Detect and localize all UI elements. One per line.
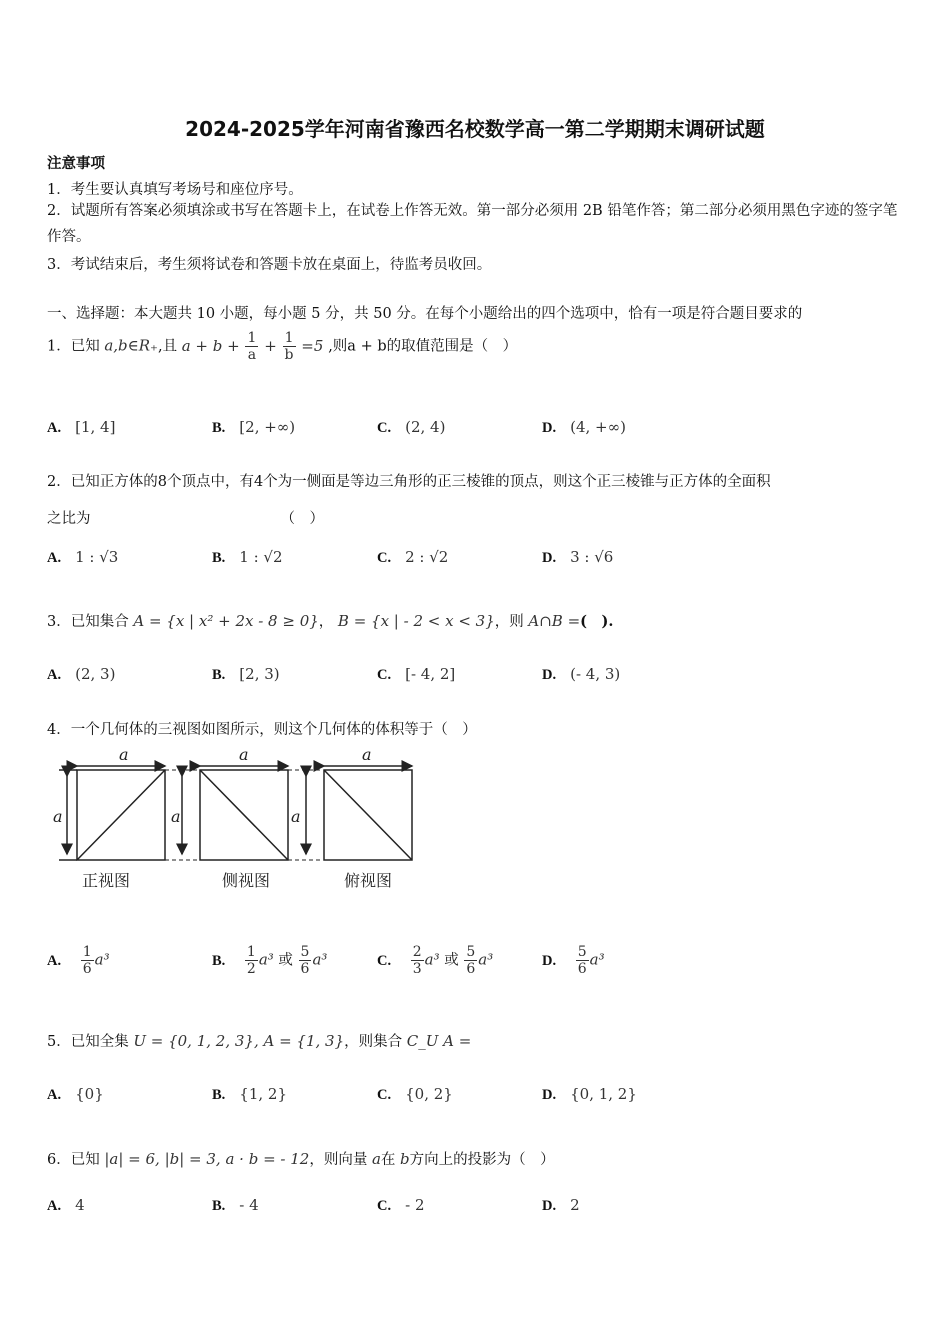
label-top-view: 俯视图 bbox=[344, 871, 393, 890]
front-side-a: a bbox=[53, 807, 63, 826]
q1-option-c[interactable]: C. (2, 4) bbox=[377, 418, 446, 436]
q4-option-c[interactable]: C. $\frac{2}{3}$ a³ 或 $\frac{5}{6}$ a³ bbox=[377, 944, 494, 977]
q1-equation: a + b + $\frac{1}{a}$ + $\frac{1}{b}$ =5 bbox=[181, 330, 324, 363]
q2-option-c[interactable]: C. 2 : √2 bbox=[377, 548, 449, 566]
notice-item-2: 2．试题所有答案必须填涂或书写在答题卡上，在试卷上作答无效。第一部分必须用 2B 铅笔作答；第二部分必须用黑色字迹的签字笔作答。 bbox=[47, 203, 898, 245]
top-view bbox=[306, 766, 412, 860]
q5-option-c[interactable]: C. {0, 2} bbox=[377, 1085, 453, 1103]
q4-option-d[interactable]: D. $\frac{5}{6}$ a³ bbox=[542, 944, 605, 977]
q1-option-a[interactable]: A. [1, 4] bbox=[47, 418, 116, 436]
question-5: 5．已知全集 U = {0, 1, 2, 3}, A = {1, 3}，则集合 C_U A = bbox=[47, 1032, 472, 1050]
q6-option-a[interactable]: A. 4 bbox=[47, 1196, 85, 1214]
question-1: 1．已知 a,b∈R₊,且 a + b + $\frac{1}{a}$ + $\frac{1}{b}$ =5 ,则a + b的取值范围是（ ） bbox=[47, 330, 518, 363]
label-side-view: 侧视图 bbox=[222, 871, 271, 890]
label-front-view: 正视图 bbox=[82, 871, 131, 890]
q3-option-b[interactable]: B. [2, 3) bbox=[212, 665, 280, 683]
q4-option-b[interactable]: B. $\frac{1}{2}$ a³ 或 $\frac{5}{6}$ a³ bbox=[212, 944, 328, 977]
question-6: 6．已知 |a| = 6, |b| = 3, a · b = - 12，则向量 a在 b方向上的投影为（ ） bbox=[47, 1150, 555, 1168]
top-side-a: a bbox=[291, 807, 301, 826]
page-title: 2024-2025学年河南省豫西名校数学高一第二学期期末调研试题 bbox=[185, 117, 765, 141]
front-view bbox=[59, 766, 165, 860]
question-4: 4．一个几何体的三视图如图所示，则这个几何体的体积等于（ ） bbox=[47, 722, 477, 738]
notice-heading: 注意事项 bbox=[47, 155, 105, 172]
front-top-a: a bbox=[119, 745, 129, 764]
q1-condition: a,b∈R₊ bbox=[104, 336, 158, 355]
question-2-line-1: 2．已知正方体的8个顶点中，有4个为一侧面是等边三角形的正三棱锥的顶点，则这个正三棱锥与正方体的全面积 bbox=[47, 474, 771, 490]
q3-option-a[interactable]: A. (2, 3) bbox=[47, 665, 116, 683]
q4-option-a[interactable]: A. $\frac{1}{6}$ a³ bbox=[47, 944, 110, 977]
three-view-figure bbox=[47, 742, 427, 892]
q6-option-d[interactable]: D. 2 bbox=[542, 1196, 580, 1214]
q2-option-a[interactable]: A. 1 : √3 bbox=[47, 548, 119, 566]
notice-item-1: 1．考生要认真填写考场号和座位序号。 bbox=[47, 182, 303, 198]
q5-option-a[interactable]: A. {0} bbox=[47, 1085, 104, 1103]
q2-option-d[interactable]: D. 3 : √6 bbox=[542, 548, 614, 566]
section-heading: 一、选择题：本大题共 10 小题，每小题 5 分，共 50 分。在每个小题给出的四个选项中，恰有一项是符合题目要求的 bbox=[47, 306, 803, 322]
side-top-a: a bbox=[239, 745, 249, 764]
q3-option-c[interactable]: C. [- 4, 2] bbox=[377, 665, 456, 683]
q5-option-d[interactable]: D. {0, 1, 2} bbox=[542, 1085, 637, 1103]
q6-option-b[interactable]: B. - 4 bbox=[212, 1196, 259, 1214]
q5-option-b[interactable]: B. {1, 2} bbox=[212, 1085, 288, 1103]
q1-option-d[interactable]: D. (4, +∞) bbox=[542, 418, 626, 436]
notice-item-3: 3．考试结束后，考生须将试卷和答题卡放在桌面上，待监考员收回。 bbox=[47, 257, 492, 273]
question-2-line-2: 之比为 （ ） bbox=[47, 511, 324, 527]
question-3: 3．已知集合 A = {x | x² + 2x - 8 ≥ 0}， B = {x | - 2 < x < 3}，则 A∩B =( ). bbox=[47, 612, 614, 630]
side-side-a: a bbox=[171, 807, 181, 826]
q6-option-c[interactable]: C. - 2 bbox=[377, 1196, 425, 1214]
q1-option-b[interactable]: B. [2, +∞) bbox=[212, 418, 296, 436]
side-view bbox=[182, 766, 288, 860]
q3-option-d[interactable]: D. (- 4, 3) bbox=[542, 665, 621, 683]
q2-option-b[interactable]: B. 1 : √2 bbox=[212, 548, 283, 566]
top-top-a: a bbox=[362, 745, 372, 764]
